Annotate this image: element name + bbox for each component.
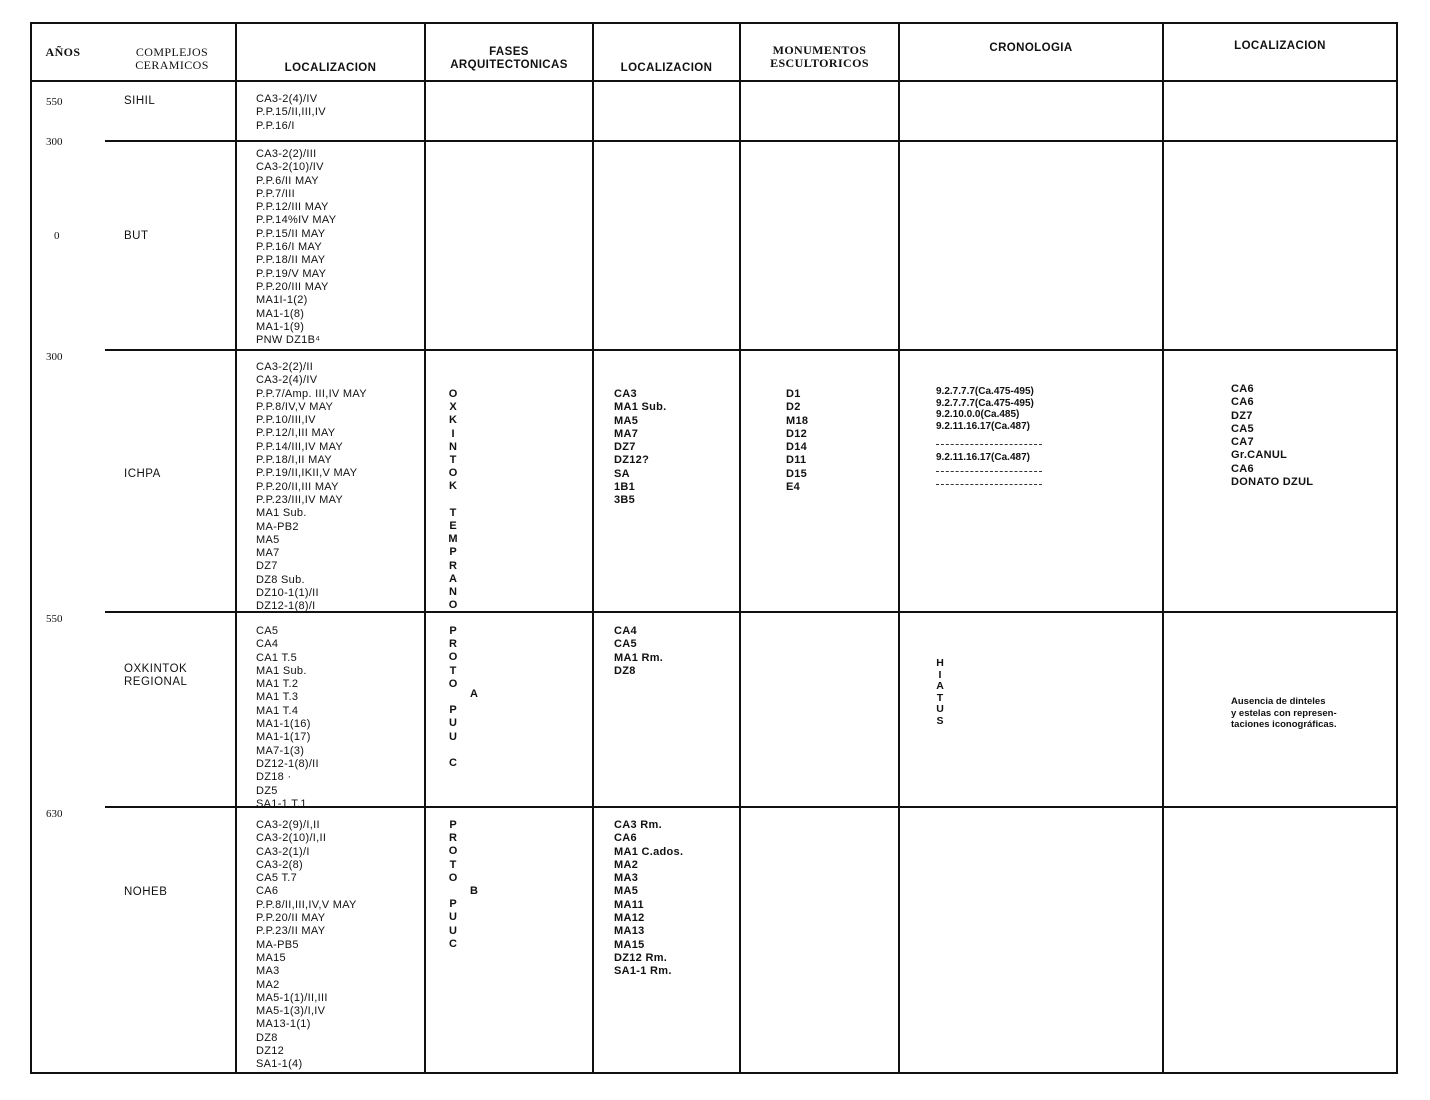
localizacion1-but: CA3-2(2)/III CA3-2(10)/IV P.P.6/II MAY P.P.7/III P.P.12/III MAY P.P.14%IV MAY P.P.15/II MAY P.P.16/I MAY P.P.18/II MAY P.P.19/V MAY P.P.20/III MAY MA1I-1(2) MA1-1(8) MA1-1(9) PNW DZ1B⁴ bbox=[256, 148, 337, 347]
fase-letter: I bbox=[451, 427, 455, 440]
fase-proto-puuc-b-letter: B bbox=[470, 885, 479, 897]
hiatus-letter: S bbox=[936, 714, 944, 727]
fase-oxkintok-temprano bbox=[446, 388, 460, 612]
fase-letter: T bbox=[449, 454, 457, 467]
fase-letter: X bbox=[449, 401, 457, 414]
fase-letter: O bbox=[448, 388, 458, 400]
localizacion1-sihil: CA3-2(4)/IV P.P.15/II,III,IV P.P.16/I bbox=[256, 93, 326, 132]
localizacion2-oxkintok-regional: CA4 CA5 MA1 Rm. DZ8 bbox=[614, 625, 664, 677]
fase-letter: U bbox=[449, 717, 457, 730]
column-divider bbox=[1162, 22, 1164, 1074]
fase-letter: K bbox=[449, 414, 457, 427]
localizacion3-oxkintok-regional: Ausencia de dinteles y estelas con represen- taciones iconográficas. bbox=[1231, 696, 1337, 730]
column-divider bbox=[592, 22, 594, 1074]
fase-letter: A bbox=[449, 572, 457, 585]
cronologia-dash bbox=[936, 484, 1042, 485]
fase-letter: T bbox=[449, 858, 457, 871]
fase-letter: K bbox=[449, 480, 457, 493]
cronologia-dash bbox=[936, 471, 1042, 472]
year-label: 550 bbox=[46, 96, 63, 108]
year-label: 300 bbox=[46, 351, 63, 363]
year-label: 550 bbox=[46, 613, 63, 625]
fase-letter: C bbox=[449, 757, 457, 770]
fase-letter: M bbox=[448, 533, 458, 546]
fase-letter: U bbox=[449, 924, 457, 937]
complex-oxkintok-regional: OXKINTOK REGIONAL bbox=[124, 663, 188, 688]
cronologia-dash bbox=[936, 444, 1042, 445]
fase-letter: P bbox=[449, 819, 457, 831]
fase-letter: R bbox=[449, 559, 457, 572]
localizacion2-noheb: CA3 Rm. CA6 MA1 C.ados. MA2 MA3 MA5 MA11 MA12 MA13 MA15 DZ12 Rm. SA1-1 Rm. bbox=[614, 819, 684, 978]
fase-letter: U bbox=[449, 730, 457, 743]
fase-proto-puuc-a-letter: A bbox=[470, 688, 479, 700]
year-label: 0 bbox=[54, 230, 60, 242]
fase-letter bbox=[446, 691, 460, 704]
fase-letter: R bbox=[449, 638, 457, 651]
cronologia-hiatus bbox=[933, 658, 947, 728]
monumentos-ichpa: D1 D2 M18 D12 D14 D11 D15 E4 bbox=[786, 388, 809, 494]
complex-noheb: NOHEB bbox=[124, 886, 168, 898]
cronologia-ichpa-date-2: 9.2.11.16.17(Ca.487) bbox=[936, 452, 1030, 463]
fase-letter: R bbox=[449, 832, 457, 845]
fase-letter: C bbox=[449, 937, 457, 950]
header-localizacion-2: LOCALIZACION bbox=[620, 62, 713, 74]
complex-but: BUT bbox=[124, 230, 149, 242]
fase-letter: N bbox=[449, 440, 457, 453]
hiatus-letter: A bbox=[936, 680, 944, 693]
hiatus-letter: U bbox=[936, 703, 944, 716]
fase-letter: P bbox=[449, 898, 457, 911]
row-divider bbox=[105, 140, 1398, 142]
hiatus-letter: T bbox=[936, 691, 944, 704]
fase-letter: P bbox=[449, 625, 457, 637]
hiatus-letter: I bbox=[938, 668, 942, 681]
fase-letter: P bbox=[449, 546, 457, 559]
fase-letter: O bbox=[448, 677, 458, 690]
column-divider bbox=[235, 22, 237, 1074]
header-cronologia: CRONOLOGIA bbox=[989, 42, 1073, 54]
header-fases: FASES ARQUITECTONICAS bbox=[450, 46, 568, 71]
cronologia-ichpa-dates: 9.2.7.7.7(Ca.475-495) 9.2.7.7.7(Ca.475-495) 9.2.10.0.0(Ca.485) 9.2.11.16.17(Ca.487) bbox=[936, 386, 1034, 432]
fase-letter: U bbox=[449, 911, 457, 924]
fase-letter bbox=[446, 885, 460, 898]
row-divider bbox=[105, 349, 1398, 351]
localizacion2-ichpa: CA3 MA1 Sub. MA5 MA7 DZ7 DZ12? SA 1B1 3B5 bbox=[614, 388, 667, 507]
fase-letter: O bbox=[448, 845, 458, 858]
year-label: 630 bbox=[46, 808, 63, 820]
fase-letter: O bbox=[448, 599, 458, 612]
hiatus-letter: H bbox=[936, 657, 944, 669]
fase-letter: P bbox=[449, 704, 457, 717]
localizacion1-ichpa: CA3-2(2)/II CA3-2(4)/IV P.P.7/Amp. III,IV MAY P.P.8/IV,V MAY P.P.10/III,IV P.P.12/I,III MAY P.P.14/III,IV MAY P.P.18/I,II MAY P.P.19/II,IKII,V MAY P.P.20/II,III MAY P.P.23/III,IV MAY MA1 Sub. MA-PB2 MA5 MA7 DZ7 DZ8 Sub. DZ10-1(1)/II DZ12-1(8)/I bbox=[256, 361, 367, 613]
header-complejos: COMPLEJOS CERAMICOS bbox=[135, 45, 209, 72]
year-label: 300 bbox=[46, 136, 63, 148]
fase-letter bbox=[446, 494, 460, 507]
column-divider bbox=[739, 22, 741, 1074]
header-localizacion-1: LOCALIZACION bbox=[284, 62, 377, 74]
fase-letter: N bbox=[449, 586, 457, 599]
fase-letter: O bbox=[448, 651, 458, 664]
localizacion1-oxkintok-regional: CA5 CA4 CA1 T.5 MA1 Sub. MA1 T.2 MA1 T.3 MA1 T.4 MA1-1(16) MA1-1(17) MA7-1(3) DZ12-1(8)/II DZ18 · DZ5 SA1-1 T.1 bbox=[256, 625, 319, 810]
fase-proto-puuc-b bbox=[446, 819, 460, 951]
localizacion3-ichpa: CA6 CA6 DZ7 CA5 CA7 Gr.CANUL CA6 DONATO DZUL bbox=[1231, 383, 1314, 489]
fase-proto-puuc-a bbox=[446, 625, 460, 770]
column-divider bbox=[424, 22, 426, 1074]
fase-letter: O bbox=[448, 467, 458, 480]
fase-letter bbox=[446, 744, 460, 757]
fase-letter: T bbox=[449, 664, 457, 677]
header-localizacion-3: LOCALIZACION bbox=[1234, 40, 1326, 52]
fase-letter: O bbox=[448, 871, 458, 884]
column-divider bbox=[898, 22, 900, 1074]
header-anos: AÑOS bbox=[45, 45, 81, 59]
localizacion1-noheb: CA3-2(9)/I,II CA3-2(10)/I,II CA3-2(1)/I CA3-2(8) CA5 T.7 CA6 P.P.8/II,III,IV,V MAY P.P.20/II MAY P.P.23/II MAY MA-PB5 MA15 MA3 MA2 MA5-1(1)/II,III MA5-1(3)/I,IV MA13-1(1) DZ8 DZ12 SA1-1(4) bbox=[256, 819, 357, 1071]
complex-sihil: SIHIL bbox=[124, 95, 156, 107]
complex-ichpa: ICHPA bbox=[124, 468, 161, 480]
fase-letter: T bbox=[449, 506, 457, 519]
header-monumentos: MONUMENTOS ESCULTORICOS bbox=[770, 43, 869, 70]
header-divider bbox=[30, 80, 1398, 82]
fase-letter: E bbox=[449, 520, 457, 533]
